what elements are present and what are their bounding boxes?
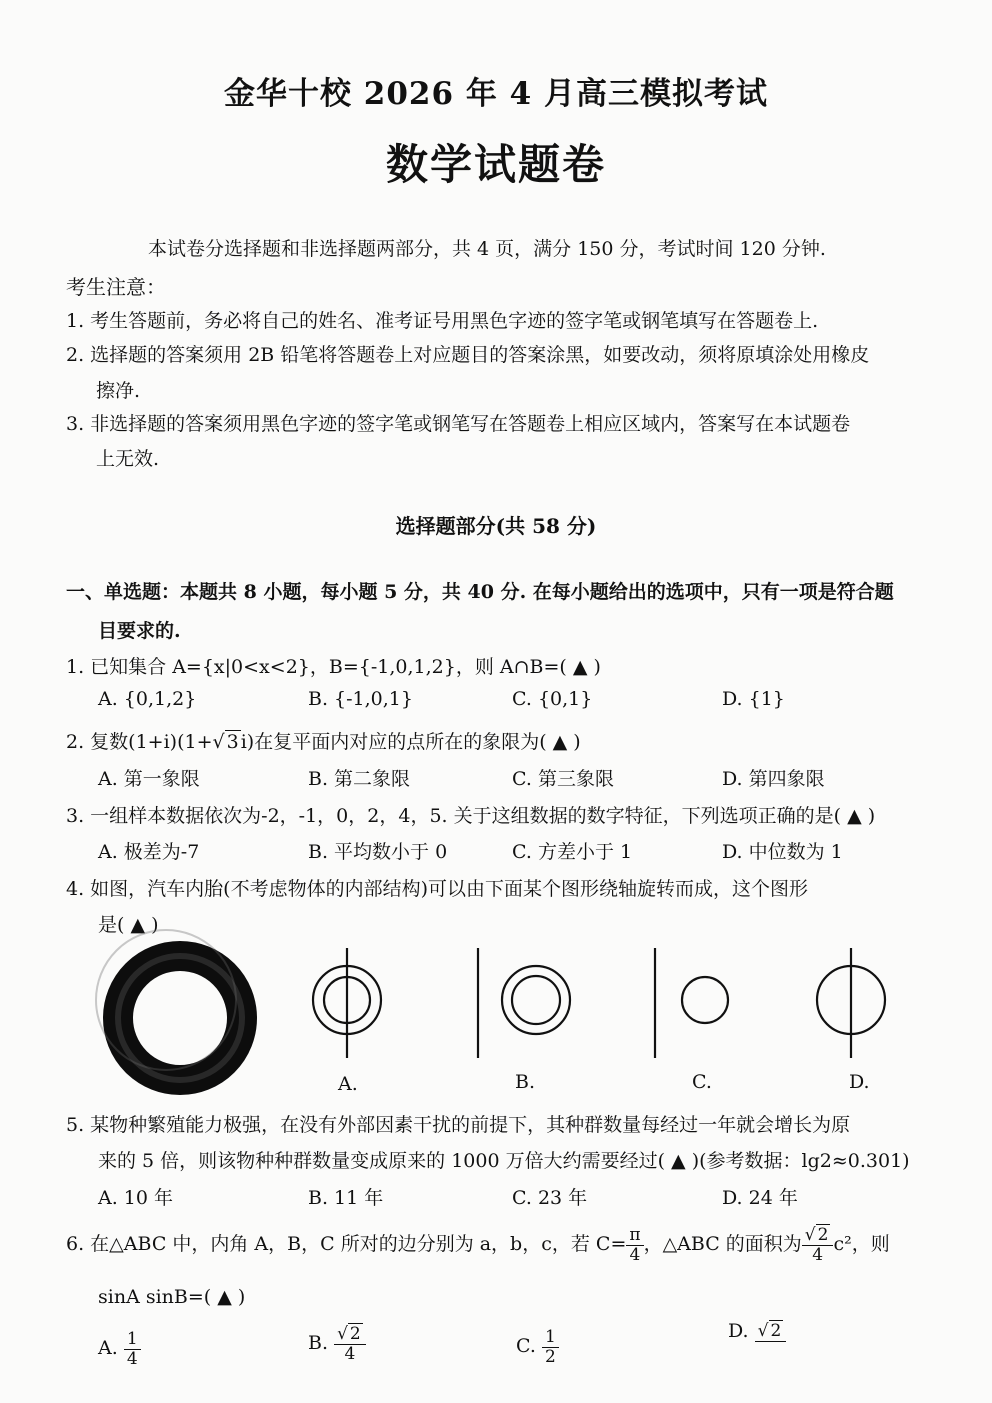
q1-option-b: B. {-1,0,1} xyxy=(308,688,413,710)
figure-c xyxy=(655,948,728,1058)
q3-option-d: D. 中位数为 1 xyxy=(722,841,843,863)
question-4-stem: 4. 如图，汽车内胎(不考虑物体的内部结构)可以由下面某个图形绕轴旋转而成，这个图形 xyxy=(66,878,808,900)
q6-option-b-label: B. xyxy=(308,1332,329,1355)
intro-text: 本试卷分选择题和非选择题两部分，共 4 页，满分 150 分，考试时间 120 分钟. xyxy=(148,238,826,260)
figure-b-label: B. xyxy=(515,1071,536,1093)
q6-option-c-fraction xyxy=(542,1328,559,1366)
q6-option-b-den: 4 xyxy=(344,1343,356,1364)
q2-option-d: D. 第四象限 xyxy=(722,768,825,790)
q6-option-c-label: C. xyxy=(516,1335,536,1358)
q6-area-radicand: 2 xyxy=(817,1225,829,1245)
q6-option-b-fraction xyxy=(334,1325,366,1363)
q6-option-a xyxy=(98,1330,141,1368)
q1-option-c: C. {0,1} xyxy=(512,688,593,710)
q6-angle-num: π xyxy=(626,1226,643,1246)
figure-d-label: D. xyxy=(849,1071,870,1093)
q3-option-b: B. 平均数小于 0 xyxy=(308,841,448,863)
q2-stem-pre: 2. 复数(1+i)(1+ xyxy=(66,731,213,753)
q6-stem-mid: ，△ABC 的面积为 xyxy=(643,1233,802,1256)
part1-heading-cont: 目要求的. xyxy=(98,620,181,642)
figure-a-label: A. xyxy=(338,1073,358,1095)
q6-option-d xyxy=(728,1320,786,1342)
q6-option-d-radicand: 2 xyxy=(770,1321,782,1342)
q6-option-d-fraction xyxy=(755,1322,787,1342)
notice-item-3-cont: 上无效. xyxy=(96,448,160,470)
q2-option-a: A. 第一象限 xyxy=(98,768,200,790)
question-5-stem: 5. 某物种繁殖能力极强，在没有外部因素干扰的前提下，其种群数量每经过一年就会增长为原 xyxy=(66,1114,851,1136)
notice-item-2-cont: 擦净. xyxy=(96,380,141,402)
q6-option-c-den: 2 xyxy=(544,1346,556,1367)
q5-option-a: A. 10 年 xyxy=(98,1187,174,1209)
question-3-stem: 3. 一组样本数据依次为-2，-1，0，2，4，5. 关于这组数据的数字特征，下列选项正确的是( ▲ ) xyxy=(66,805,876,827)
notice-item-3: 3. 非选择题的答案须用黑色字迹的签字笔或钢笔写在答题卷上相应区域内，答案写在本试题卷 xyxy=(66,413,851,435)
notice-item-2: 2. 选择题的答案须用 2B 铅笔将答题卷上对应题目的答案涂黑，如要改动，须将原填涂处用橡皮 xyxy=(66,344,870,366)
q6-angle-fraction xyxy=(626,1226,643,1264)
notice-heading: 考生注意： xyxy=(66,275,166,299)
q6-option-d-label: D. xyxy=(728,1320,749,1342)
q5-option-c: C. 23 年 xyxy=(512,1187,588,1209)
q6-option-a-fraction xyxy=(124,1330,141,1368)
q1-option-d: D. {1} xyxy=(722,688,785,710)
figure-d xyxy=(817,948,885,1058)
q6-option-a-num: 1 xyxy=(124,1330,141,1350)
q6-area-fraction xyxy=(802,1226,834,1264)
question-1-stem: 1. 已知集合 A={x|0<x<2}，B={-1,0,1,2}，则 A∩B=( ▲ ) xyxy=(66,656,601,678)
q6-option-c-num: 1 xyxy=(542,1328,559,1348)
q6-stem-pre: 6. 在△ABC 中，内角 A，B，C 所对的边分别为 a，b，c，若 C= xyxy=(66,1233,627,1256)
q2-option-c: C. 第三象限 xyxy=(512,768,614,790)
tire-tube-image xyxy=(96,930,242,1080)
q6-stem-post: c²，则 xyxy=(833,1233,890,1256)
section-heading: 选择题部分(共 58 分) xyxy=(395,514,597,538)
q3-option-a: A. 极差为-7 xyxy=(98,841,200,863)
q2-sqrt: √ 3 xyxy=(212,731,239,753)
question-5-stem-cont: 来的 5 倍，则该物种种群数量变成原来的 1000 万倍大约需要经过( ▲ )(参考数据：lg2≈0.301) xyxy=(98,1150,910,1172)
question-6-stem xyxy=(66,1226,890,1264)
q2-option-b: B. 第二象限 xyxy=(308,768,411,790)
part1-heading: 一、单选题：本题共 8 小题，每小题 5 分，共 40 分. 在每小题给出的选项中，只有一项是符合题 xyxy=(66,581,894,603)
figure-c-label: C. xyxy=(692,1071,712,1093)
q6-option-b-radicand: 2 xyxy=(349,1324,361,1344)
q5-option-d: D. 24 年 xyxy=(722,1187,798,1209)
exam-title: 金华十校 2026 年 4 月高三模拟考试 xyxy=(223,76,769,112)
exam-subtitle: 数学试题卷 xyxy=(385,140,606,189)
q6-option-d-num: √ 2 xyxy=(755,1322,787,1342)
q2-stem-post: i)在复平面内对应的点所在的象限为( ▲ ) xyxy=(240,731,581,753)
q6-option-b xyxy=(308,1325,366,1363)
q6-area-num: √ 2 xyxy=(802,1226,834,1246)
q1-option-a: A. {0,1,2} xyxy=(98,688,197,710)
q6-option-c xyxy=(516,1328,559,1366)
q6-option-a-label: A. xyxy=(98,1337,118,1360)
question-4-stem-cont: 是( ▲ ) xyxy=(98,914,159,936)
notice-item-1: 1. 考生答题前，务必将自己的姓名、准考证号用黑色字迹的签字笔或钢笔填写在答题卷上. xyxy=(66,310,819,332)
question-6-stem-cont: sinA sinB=( ▲ ) xyxy=(98,1286,246,1308)
q6-option-b-num: √ 2 xyxy=(334,1325,366,1345)
q3-option-c: C. 方差小于 1 xyxy=(512,841,633,863)
q2-sqrt-radicand: 3 xyxy=(226,731,239,753)
q6-area-den: 4 xyxy=(812,1244,824,1265)
q5-option-b: B. 11 年 xyxy=(308,1187,384,1209)
q6-option-a-den: 4 xyxy=(126,1348,138,1369)
figure-a xyxy=(313,948,381,1058)
figure-b xyxy=(478,948,570,1058)
q6-angle-den: 4 xyxy=(629,1244,641,1265)
